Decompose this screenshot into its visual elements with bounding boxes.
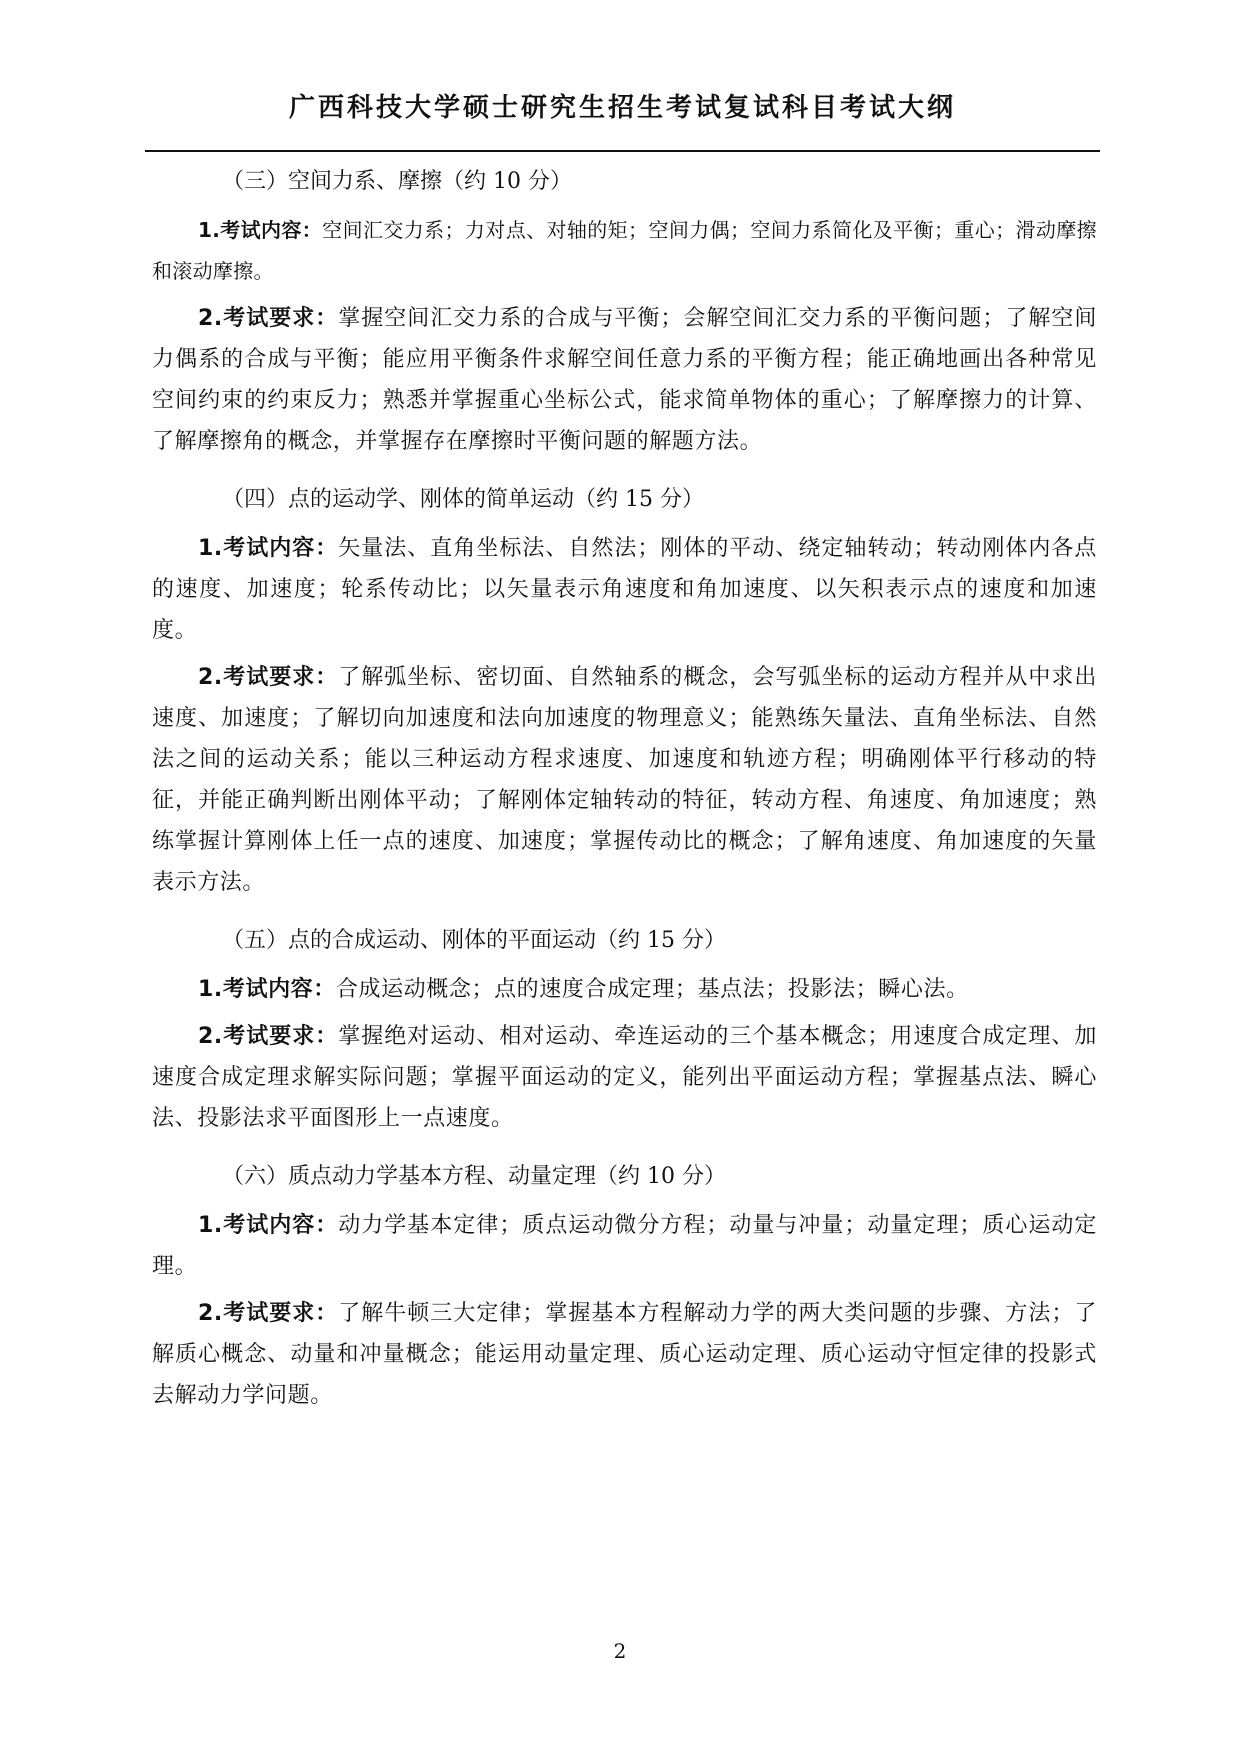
exam-requirement-label: 2.考试要求： <box>198 306 339 331</box>
section-title: （四）点的运动学、刚体的简单运动（约 15 分） <box>222 487 704 512</box>
exam-content-text: 动力学基本定律；质点运动微分方程；动量与冲量；动量定理；质心运动定理。 <box>152 1213 1097 1279</box>
exam-content-label: 1.考试内容： <box>198 536 339 561</box>
page-header-title: 广西科技大学硕士研究生招生考试复试科目考试大纲 <box>288 93 956 123</box>
exam-requirement-label: 2.考试要求： <box>198 1024 339 1049</box>
exam-content-label: 1.考试内容： <box>198 218 323 242</box>
exam-content-label: 1.考试内容： <box>198 1213 339 1238</box>
document-body <box>152 162 1097 1422</box>
exam-content-paragraph <box>152 969 1097 1010</box>
exam-requirement-label: 2.考试要求： <box>198 1301 339 1326</box>
section-title: （六）质点动力学基本方程、动量定理（约 10 分） <box>222 1164 726 1189</box>
header-rule <box>145 150 1100 152</box>
exam-content-text: 合成运动概念；点的速度合成定理；基点法；投影法；瞬心法。 <box>335 977 969 1002</box>
exam-content-text: 空间汇交力系；力对点、对轴的矩；空间力偶；空间力系简化及平衡；重心；滑动摩擦和滚动摩擦。 <box>152 218 1097 283</box>
section-4 <box>152 480 1097 903</box>
exam-content-paragraph <box>152 210 1097 292</box>
exam-content-paragraph <box>152 1205 1097 1287</box>
section-title: （五）点的合成运动、刚体的平面运动（约 15 分） <box>222 928 726 953</box>
section-6 <box>152 1157 1097 1416</box>
exam-content-text: 矢量法、直角坐标法、自然法；刚体的平动、绕定轴转动；转动刚体内各点的速度、加速度；轮系传动比；以矢量表示角速度和角加速度、以矢积表示点的速度和加速度。 <box>152 536 1097 643</box>
exam-requirement-paragraph <box>152 1016 1097 1139</box>
exam-requirement-text: 掌握绝对运动、相对运动、牵连运动的三个基本概念；用速度合成定理、加速度合成定理求解实际问题；掌握平面运动的定义，能列出平面运动方程；掌握基点法、瞬心法、投影法求平面图形上一点速度。 <box>152 1024 1097 1131</box>
exam-requirement-text: 了解牛顿三大定律；掌握基本方程解动力学的两大类问题的步骤、方法；了解质心概念、动量和冲量概念；能运用动量定理、质心运动定理、质心运动守恒定律的投影式去解动力学问题。 <box>152 1301 1097 1408</box>
section-title: （三）空间力系、摩擦（约 10 分） <box>222 169 572 194</box>
exam-content-label: 1.考试内容： <box>198 977 336 1002</box>
exam-requirement-paragraph <box>152 657 1097 903</box>
section-5 <box>152 921 1097 1139</box>
exam-content-paragraph <box>152 528 1097 651</box>
exam-requirement-text: 了解弧坐标、密切面、自然轴系的概念，会写弧坐标的运动方程并从中求出速度、加速度；了解切向加速度和法向加速度的物理意义；能熟练矢量法、直角坐标法、自然法之间的运动关系；能以三种运动方程求速度、加速度和轨迹方程；明确刚体平行移动的特征，并能正确判断出刚体平动；了解刚体定轴转动的特征，转动方程、角速度、角加速度；熟练掌握计算刚体上任一点的速度、加速度；掌握传动比的概念；了解角速度、角加速度的矢量表示方法。 <box>152 665 1097 895</box>
exam-requirement-paragraph <box>152 298 1097 462</box>
exam-requirement-paragraph <box>152 1293 1097 1416</box>
page-number: 2 <box>613 1639 627 1663</box>
section-3 <box>152 162 1097 462</box>
exam-requirement-text: 掌握空间汇交力系的合成与平衡；会解空间汇交力系的平衡问题；了解空间力偶系的合成与平衡；能应用平衡条件求解空间任意力系的平衡方程；能正确地画出各种常见空间约束的约束反力；熟悉并掌握重心坐标公式，能求简单物体的重心；了解摩擦力的计算、了解摩擦角的概念，并掌握存在摩擦时平衡问题的解题方法。 <box>152 306 1097 454</box>
exam-requirement-label: 2.考试要求： <box>198 665 339 690</box>
